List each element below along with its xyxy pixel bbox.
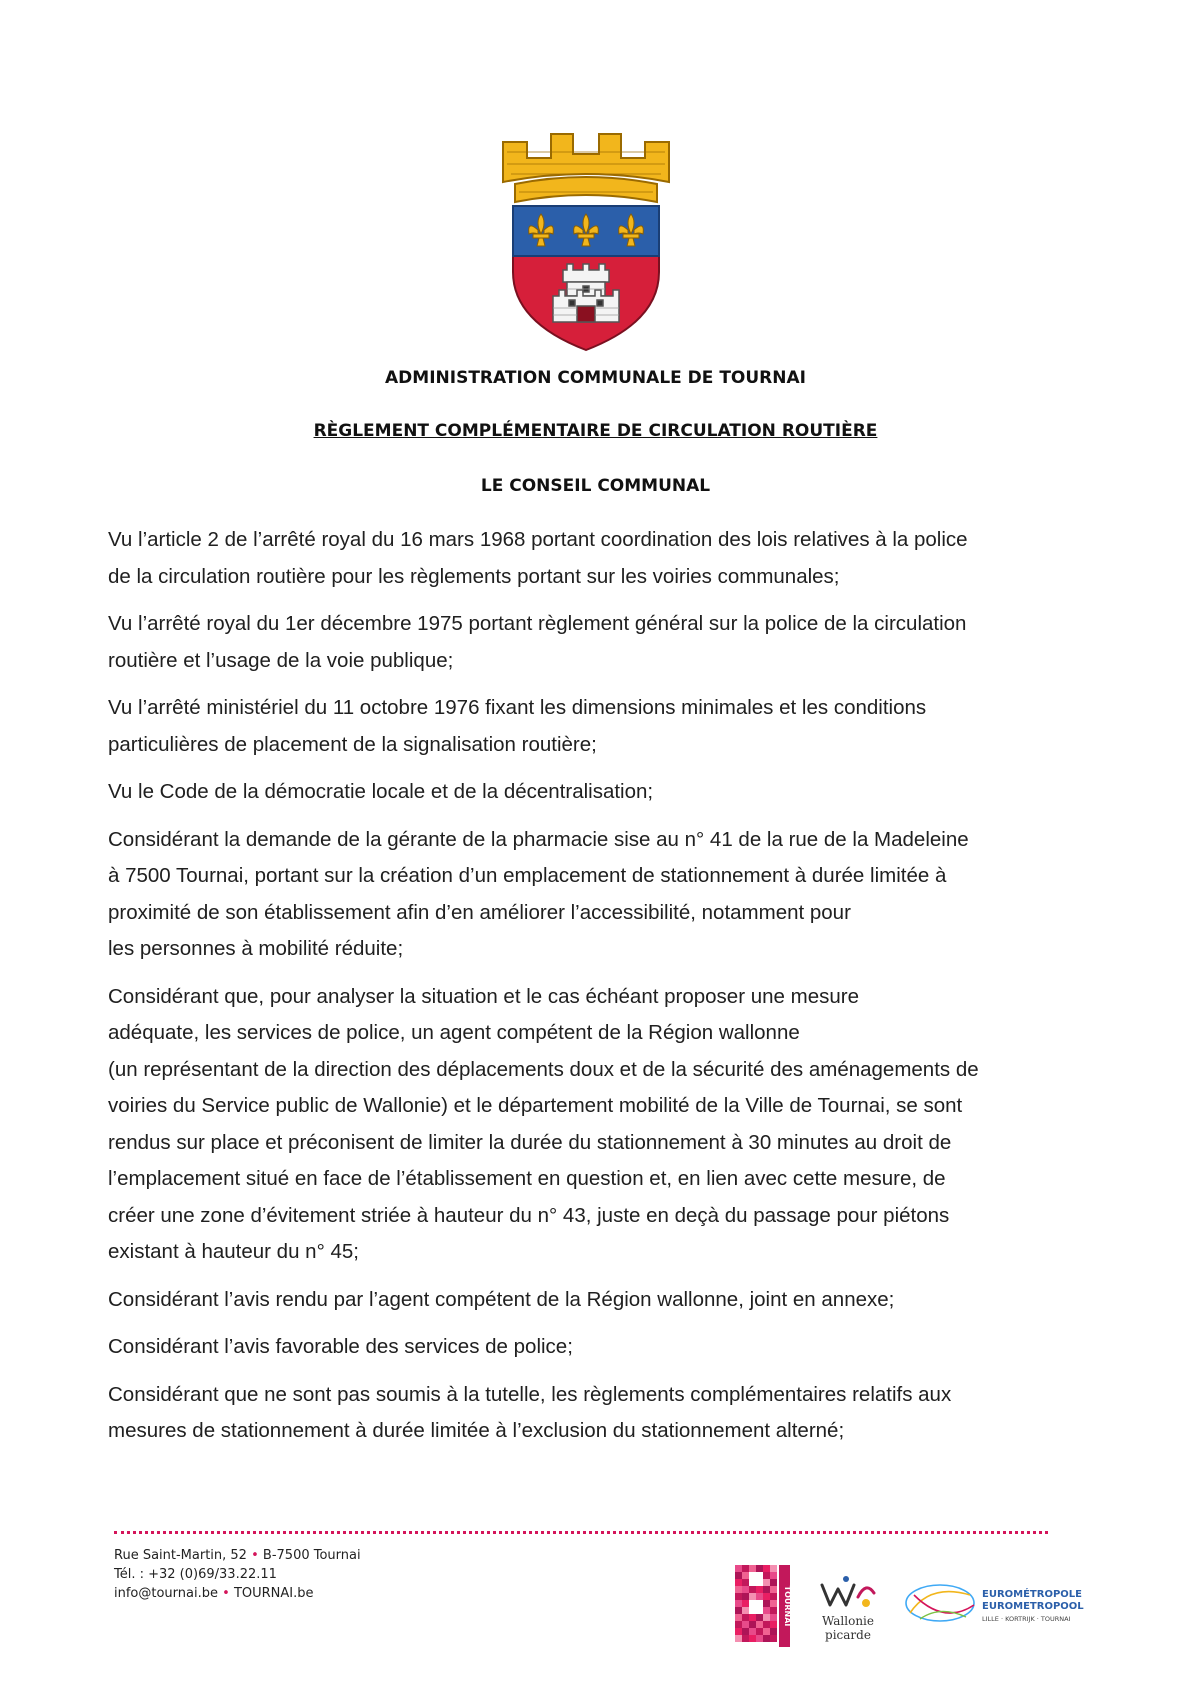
paragraph bbox=[108, 822, 1068, 968]
picarde-label: picarde bbox=[825, 1628, 871, 1642]
bullet-separator: • bbox=[251, 1548, 259, 1563]
paragraph bbox=[108, 690, 1068, 763]
euro-cities: LILLE · KORTRIJK · TOURNAI bbox=[982, 1615, 1071, 1623]
paragraph bbox=[108, 1282, 1068, 1319]
paragraph-line: Vu l’arrêté royal du 1er décembre 1975 portant règlement général sur la police de la circulation bbox=[108, 612, 967, 635]
tournai-logo-text: TOURNAI bbox=[783, 1585, 792, 1627]
crown-icon bbox=[503, 134, 669, 202]
document-body bbox=[108, 522, 1068, 1461]
page-title: ADMINISTRATION COMMUNALE DE TOURNAI bbox=[385, 368, 806, 388]
paragraph bbox=[108, 979, 1068, 1271]
paragraph-line: Considérant l’avis favorable des services de police; bbox=[108, 1335, 573, 1358]
address-city: B-7500 Tournai bbox=[262, 1548, 361, 1563]
tournai-coat-of-arms-icon bbox=[493, 122, 679, 354]
paragraph-line: adéquate, les services de police, un agent compétent de la Région wallonne bbox=[108, 1021, 800, 1044]
paragraph-line: (un représentant de la direction des déplacements doux et de la sécurité des aménagements de bbox=[108, 1057, 979, 1081]
wallonie-picarde-logo-icon bbox=[818, 1575, 884, 1645]
paragraph-line: Considérant que, pour analyser la situation et le cas échéant proposer une mesure bbox=[108, 984, 859, 1008]
footer-divider bbox=[114, 1531, 1048, 1534]
paragraph-line: existant à hauteur du n° 45; bbox=[108, 1240, 359, 1263]
paragraph-line: voiries du Service public de Wallonie) et le département mobilité de la Ville de Tournai, se sont bbox=[108, 1094, 963, 1117]
paragraph-line: Vu l’article 2 de l’arrêté royal du 16 mars 1968 portant coordination des lois relatives à la police bbox=[108, 528, 968, 551]
document-subtitle: RÈGLEMENT COMPLÉMENTAIRE DE CIRCULATION ROUTIÈRE bbox=[313, 421, 878, 441]
paragraph bbox=[108, 1329, 1068, 1366]
paragraph-line: Vu le Code de la démocratie locale et de la décentralisation; bbox=[108, 780, 654, 803]
eurometropole-logo-icon bbox=[900, 1575, 1090, 1635]
eurometropole-fr: EUROMÉTROPOLE bbox=[982, 1589, 1082, 1600]
bullet-separator: • bbox=[222, 1586, 230, 1601]
paragraph-line: Vu l’arrêté ministériel du 11 octobre 1976 fixant les dimensions minimales et les conditions bbox=[108, 696, 927, 719]
paragraph-line: l’emplacement situé en face de l’établissement en question et, en lien avec cette mesure, de bbox=[108, 1167, 946, 1190]
paragraph-line: Considérant la demande de la gérante de la pharmacie sise au n° 41 de la rue de la Madeleine bbox=[108, 827, 969, 851]
address-street: Rue Saint-Martin, 52 bbox=[114, 1548, 247, 1563]
paragraph-line: les personnes à mobilité réduite; bbox=[108, 937, 404, 960]
paragraph-line: Considérant que ne sont pas soumis à la tutelle, les règlements complémentaires relatifs aux bbox=[108, 1382, 952, 1406]
tournai-logo-icon bbox=[735, 1565, 790, 1647]
paragraph-line: créer une zone d’évitement striée à hauteur du n° 43, juste en deçà du passage pour piétons bbox=[108, 1203, 950, 1227]
paragraph-line: rendus sur place et préconisent de limiter la durée du stationnement à 30 minutes au droit de bbox=[108, 1130, 952, 1154]
paragraph-line: proximité de son établissement afin d’en améliorer l’accessibilité, notamment pour bbox=[108, 900, 851, 924]
email-link[interactable]: info@tournai.be bbox=[114, 1586, 218, 1601]
paragraph bbox=[108, 606, 1068, 679]
phone-number: Tél. : +32 (0)69/33.22.11 bbox=[114, 1567, 277, 1582]
paragraph bbox=[108, 1377, 1068, 1450]
paragraph-line: mesures de stationnement à durée limitée à l’exclusion du stationnement alterné; bbox=[108, 1419, 845, 1442]
paragraph-line: Considérant l’avis rendu par l’agent compétent de la Région wallonne, joint en annexe; bbox=[108, 1287, 895, 1311]
paragraph bbox=[108, 774, 1068, 811]
paragraph-line: de la circulation routière pour les règlements portant sur les voiries communales; bbox=[108, 564, 840, 588]
section-heading: LE CONSEIL COMMUNAL bbox=[480, 476, 711, 496]
paragraph-line: particulières de placement de la signalisation routière; bbox=[108, 732, 597, 756]
website-link[interactable]: TOURNAI.be bbox=[233, 1586, 314, 1601]
paragraph-line: routière et l’usage de la voie publique; bbox=[108, 648, 454, 672]
paragraph bbox=[108, 522, 1068, 595]
eurometropool-nl: EUROMETROPOOL bbox=[982, 1601, 1084, 1612]
footer-address bbox=[114, 1546, 361, 1603]
wallonie-label: Wallonie bbox=[821, 1614, 875, 1628]
paragraph-line: à 7500 Tournai, portant sur la création d’un emplacement de stationnement à durée limitée à bbox=[108, 864, 947, 887]
